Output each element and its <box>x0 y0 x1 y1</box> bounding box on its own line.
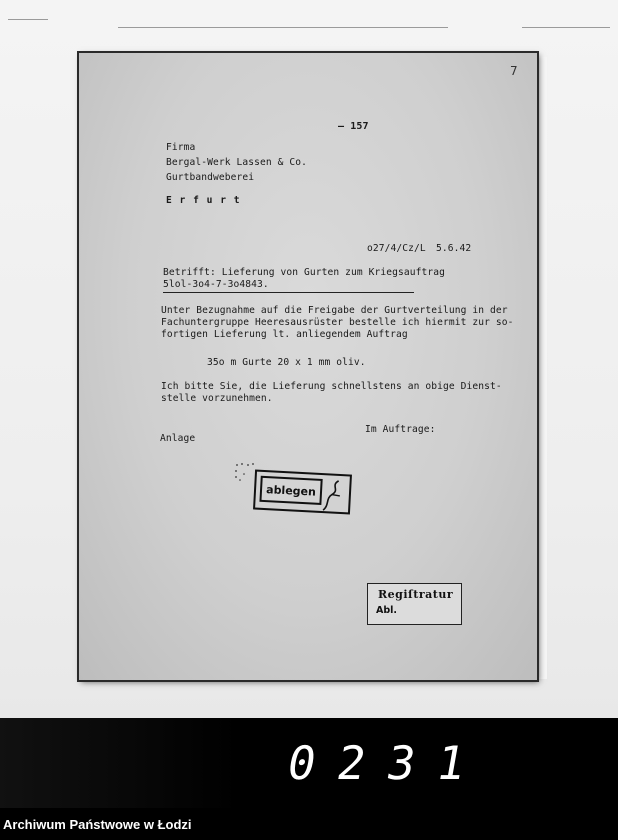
page-number: — 157 <box>338 121 369 132</box>
subject-line: Betrifft: Lieferung von Gurten zum Kriegsauftrag <box>163 267 446 278</box>
microfilm-strip <box>0 718 618 808</box>
handwritten-initial <box>317 477 349 513</box>
scan-border-line <box>522 27 610 28</box>
closing-line: Ich bitte Sie, die Lieferung schnellstens an obige Dienst- <box>161 381 502 392</box>
ablegen-stamp <box>253 469 352 514</box>
subject-line: 5lol-3o4-7-3o4843. <box>163 279 414 293</box>
scan-border-line <box>8 19 48 20</box>
paper-edge <box>537 57 547 679</box>
archive-footer <box>0 808 618 840</box>
archive-name: Archiwum Państwowe w Łodzi <box>3 817 192 832</box>
scan-border-line <box>118 27 448 28</box>
recipient-line: Gurtbandweberei <box>166 172 255 183</box>
order-line: 35o m Gurte 20 x 1 mm oliv. <box>207 357 366 368</box>
letter-date: 5.6.42 <box>436 243 472 254</box>
body-line: fortigen Lieferung lt. anliegendem Auftrag <box>161 329 408 340</box>
corner-page-mark: 7 <box>510 64 518 78</box>
letter-page <box>79 53 537 680</box>
registratur-stamp-title: Regiſtratur <box>378 588 454 601</box>
recipient-line: Firma <box>166 142 196 153</box>
closing-line: stelle vorzunehmen. <box>161 393 273 404</box>
body-line: Unter Bezugnahme auf die Freigabe der Gurtverteilung in der <box>161 305 508 316</box>
ablegen-stamp-label: ablegen <box>259 476 322 505</box>
reference-number: o27/4/Cz/L <box>367 243 426 254</box>
recipient-line: Bergal-Werk Lassen & Co. <box>166 157 308 168</box>
signoff: Im Auftrage: <box>365 424 436 435</box>
recipient-city: E r f u r t <box>166 195 241 206</box>
registratur-stamp-code: Abl. <box>376 605 398 616</box>
body-line: Fachuntergruppe Heeresausrüster bestelle ich hiermit zur so- <box>161 317 514 328</box>
frame-number: 0231 <box>283 736 492 790</box>
film-shade <box>0 718 240 808</box>
enclosure-label: Anlage <box>160 433 196 444</box>
registratur-stamp <box>367 583 462 625</box>
